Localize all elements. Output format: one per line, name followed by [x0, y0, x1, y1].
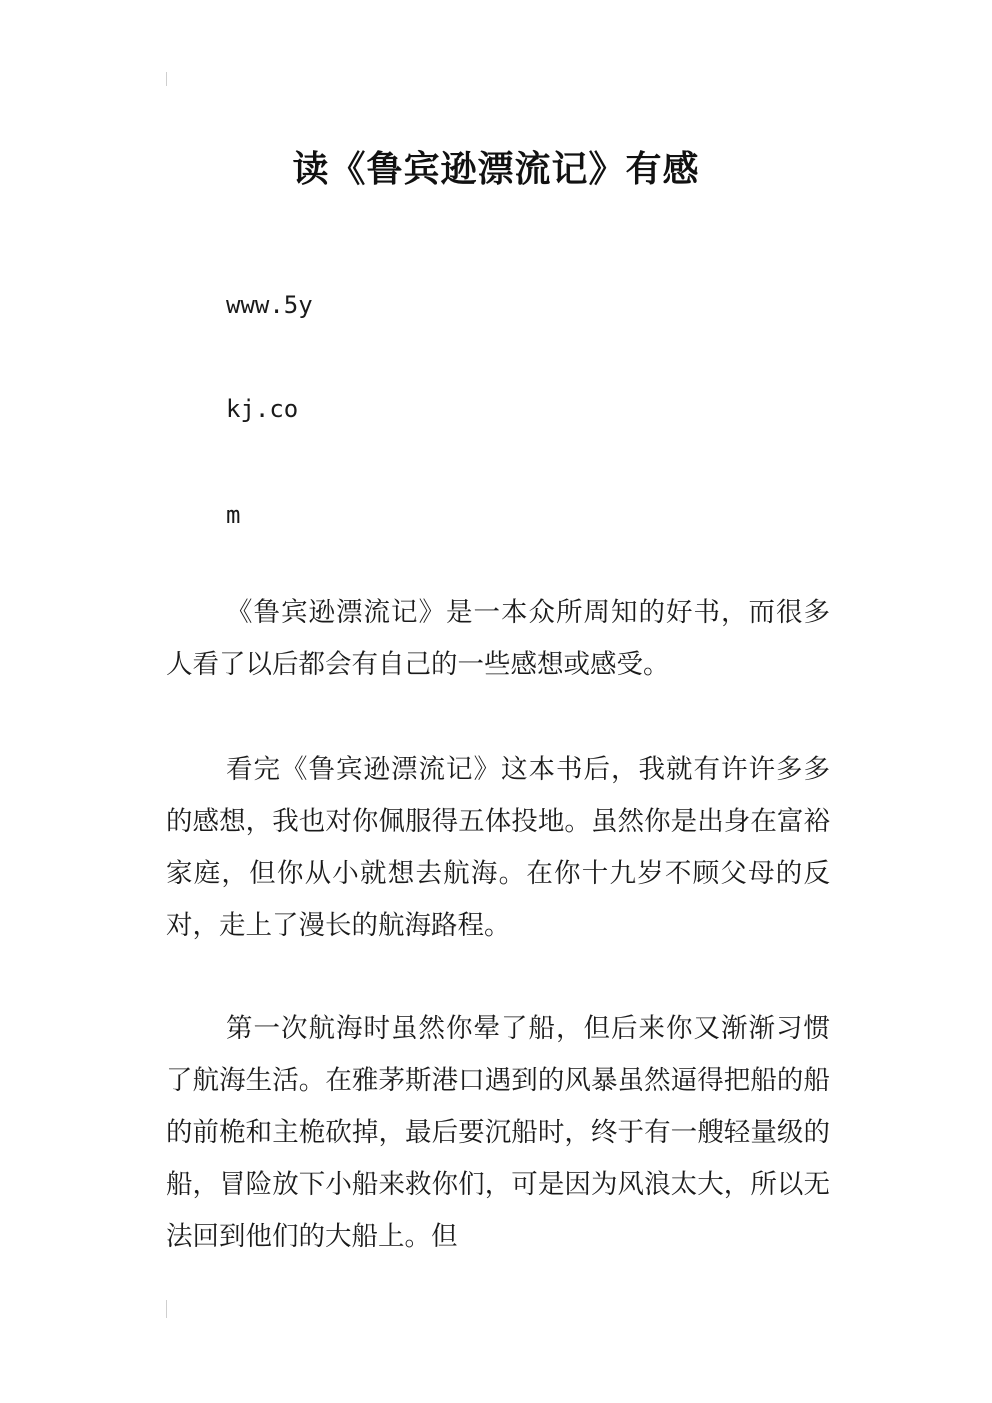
document-title: 读《鲁宾逊漂流记》有感 — [292, 149, 700, 191]
url-fragment-3: m — [226, 501, 241, 529]
paragraph-impressions: 看完《鲁宾逊漂流记》这本书后，我就有许许多多的感想，我也对你佩服得五体投地。虽然你是出身在富裕家庭，但你从小就想去航海。在你十九岁不顾父母的反对，走上了漫长的航海路程。 — [166, 754, 830, 941]
url-fragment-2: kj.co — [226, 395, 299, 423]
top-crop-mark — [166, 72, 167, 86]
paragraph-first-voyage: 第一次航海时虽然你晕了船，但后来你又渐渐习惯了航海生活。在雅茅斯港口遇到的风暴虽然逼得把船的船的前桅和主桅砍掉，最后要沉船时，终于有一艘轻量级的船，冒险放下小船来救你们，可是因为风浪太大，所以无法回到他们的大船上。但 — [166, 1013, 830, 1252]
bottom-crop-mark — [166, 1300, 167, 1318]
paragraph-intro: 《鲁宾逊漂流记》是一本众所周知的好书，而很多人看了以后都会有自己的一些感想或感受。 — [166, 597, 830, 680]
url-fragment-1: www.5y — [226, 291, 313, 319]
